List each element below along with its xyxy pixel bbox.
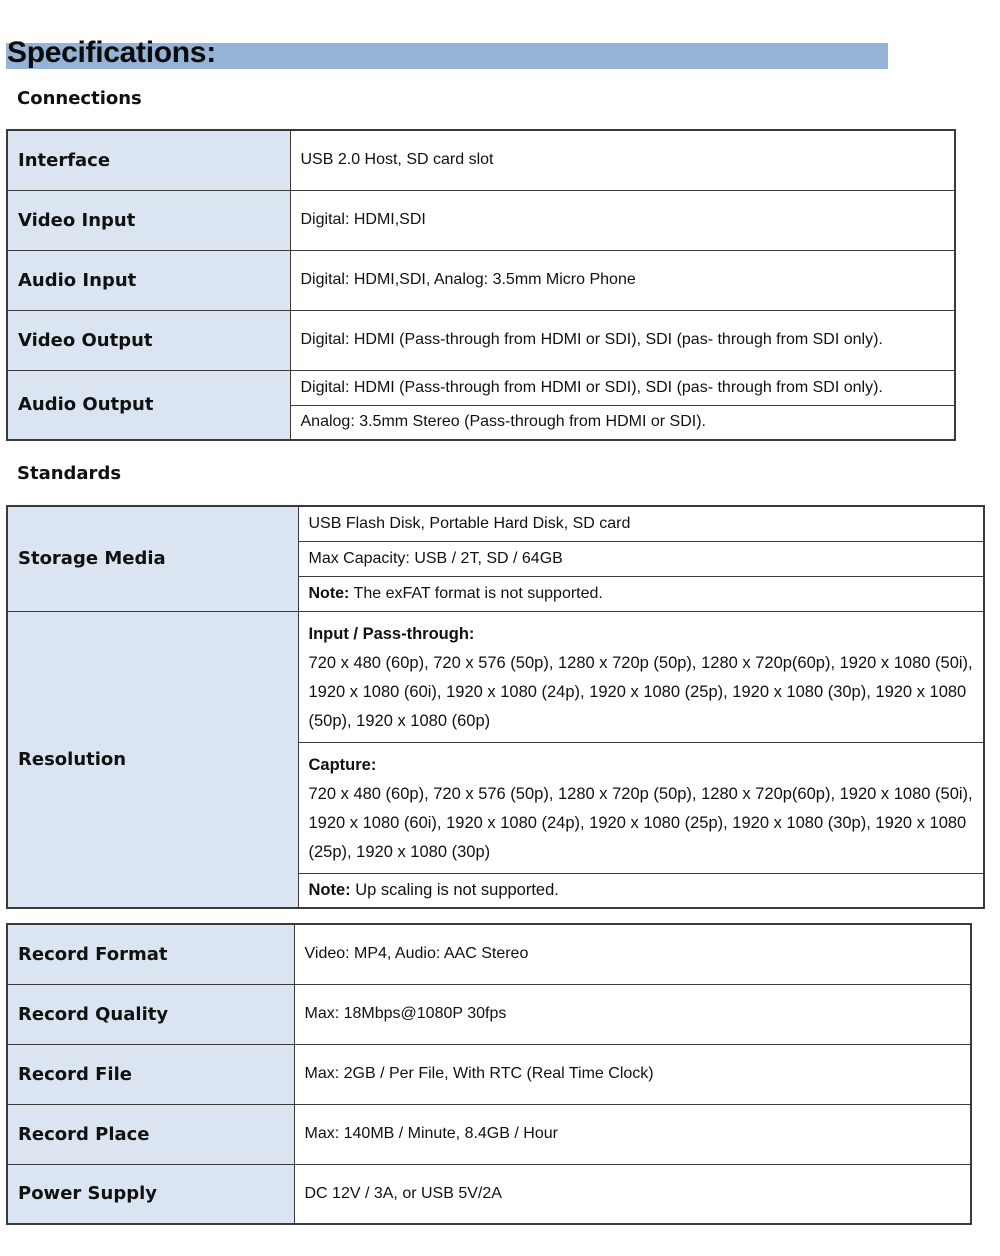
row-value: DC 12V / 3A, or USB 5V/2A (294, 1164, 971, 1224)
row-label: Audio Output (7, 370, 290, 440)
table-row (7, 924, 971, 984)
note-cell (298, 873, 984, 908)
row-value: USB Flash Disk, Portable Hard Disk, SD card (298, 506, 984, 541)
standards-table (6, 505, 985, 909)
table-row (7, 1164, 971, 1224)
table-row (7, 984, 971, 1044)
row-label: Video Input (7, 190, 290, 250)
row-value: Digital: HDMI,SDI, Analog: 3.5mm Micro Phone (290, 250, 955, 310)
note-cell (298, 576, 984, 611)
connections-table (6, 129, 956, 441)
table-row (7, 1104, 971, 1164)
row-label: Record Place (7, 1104, 294, 1164)
resolution-input-cell (298, 611, 984, 742)
row-label: Resolution (7, 611, 298, 908)
table-row (7, 310, 955, 370)
table-row (7, 506, 984, 541)
row-label: Storage Media (7, 506, 298, 611)
row-value: USB 2.0 Host, SD card slot (290, 130, 955, 190)
row-value: Max: 140MB / Minute, 8.4GB / Hour (294, 1104, 971, 1164)
row-value: Digital: HDMI (Pass-through from HDMI or SDI), SDI (pas- through from SDI only). (290, 310, 955, 370)
section-heading-connections: Connections (17, 88, 142, 109)
row-value: Digital: HDMI (Pass-through from HDMI or SDI), SDI (pas- through from SDI only). (290, 370, 955, 405)
row-value: Video: MP4, Audio: AAC Stereo (294, 924, 971, 984)
table-row (7, 611, 984, 742)
row-label: Record Format (7, 924, 294, 984)
table-row (7, 370, 955, 405)
resolution-capture-heading: Capture: (308, 755, 377, 774)
row-value: Analog: 3.5mm Stereo (Pass-through from HDMI or SDI). (290, 405, 955, 440)
row-label: Record File (7, 1044, 294, 1104)
row-label: Video Output (7, 310, 290, 370)
note-text: The exFAT format is not supported. (349, 584, 603, 602)
table-row (7, 250, 955, 310)
row-label: Power Supply (7, 1164, 294, 1224)
table-row (7, 1044, 971, 1104)
page-title: Specifications: (7, 36, 216, 69)
resolution-input-heading: Input / Pass-through: (308, 624, 475, 643)
resolution-input-list: 720 x 480 (60p), 720 x 576 (50p), 1280 x 720p (50p), 1280 x 720p(60p), 1920 x 1080 (50i), 1920 x 1080 (60i), 1920 x 1080 (24p), 1920 x 1080 (25p), 1920 x 1080 (30p), 1920 x 1080 (50p), 1920 x 1080 (60p) (308, 653, 973, 730)
table-row (7, 190, 955, 250)
row-value: Max Capacity: USB / 2T, SD / 64GB (298, 541, 984, 576)
row-value: Digital: HDMI,SDI (290, 190, 955, 250)
recording-table (6, 923, 972, 1225)
table-row (7, 130, 955, 190)
row-label: Audio Input (7, 250, 290, 310)
row-label: Interface (7, 130, 290, 190)
row-value: Max: 2GB / Per File, With RTC (Real Time Clock) (294, 1044, 971, 1104)
row-value: Max: 18Mbps@1080P 30fps (294, 984, 971, 1044)
resolution-capture-cell (298, 742, 984, 873)
note-label: Note: (308, 584, 350, 602)
resolution-capture-list: 720 x 480 (60p), 720 x 576 (50p), 1280 x 720p (50p), 1280 x 720p(60p), 1920 x 1080 (50i), 1920 x 1080 (60i), 1920 x 1080 (24p), 1920 x 1080 (25p), 1920 x 1080 (30p), 1920 x 1080 (25p), 1920 x 1080 (30p) (308, 784, 973, 861)
row-label: Record Quality (7, 984, 294, 1044)
note-text: Up scaling is not supported. (350, 880, 559, 899)
section-heading-standards: Standards (17, 463, 122, 484)
note-label: Note: (308, 880, 351, 899)
